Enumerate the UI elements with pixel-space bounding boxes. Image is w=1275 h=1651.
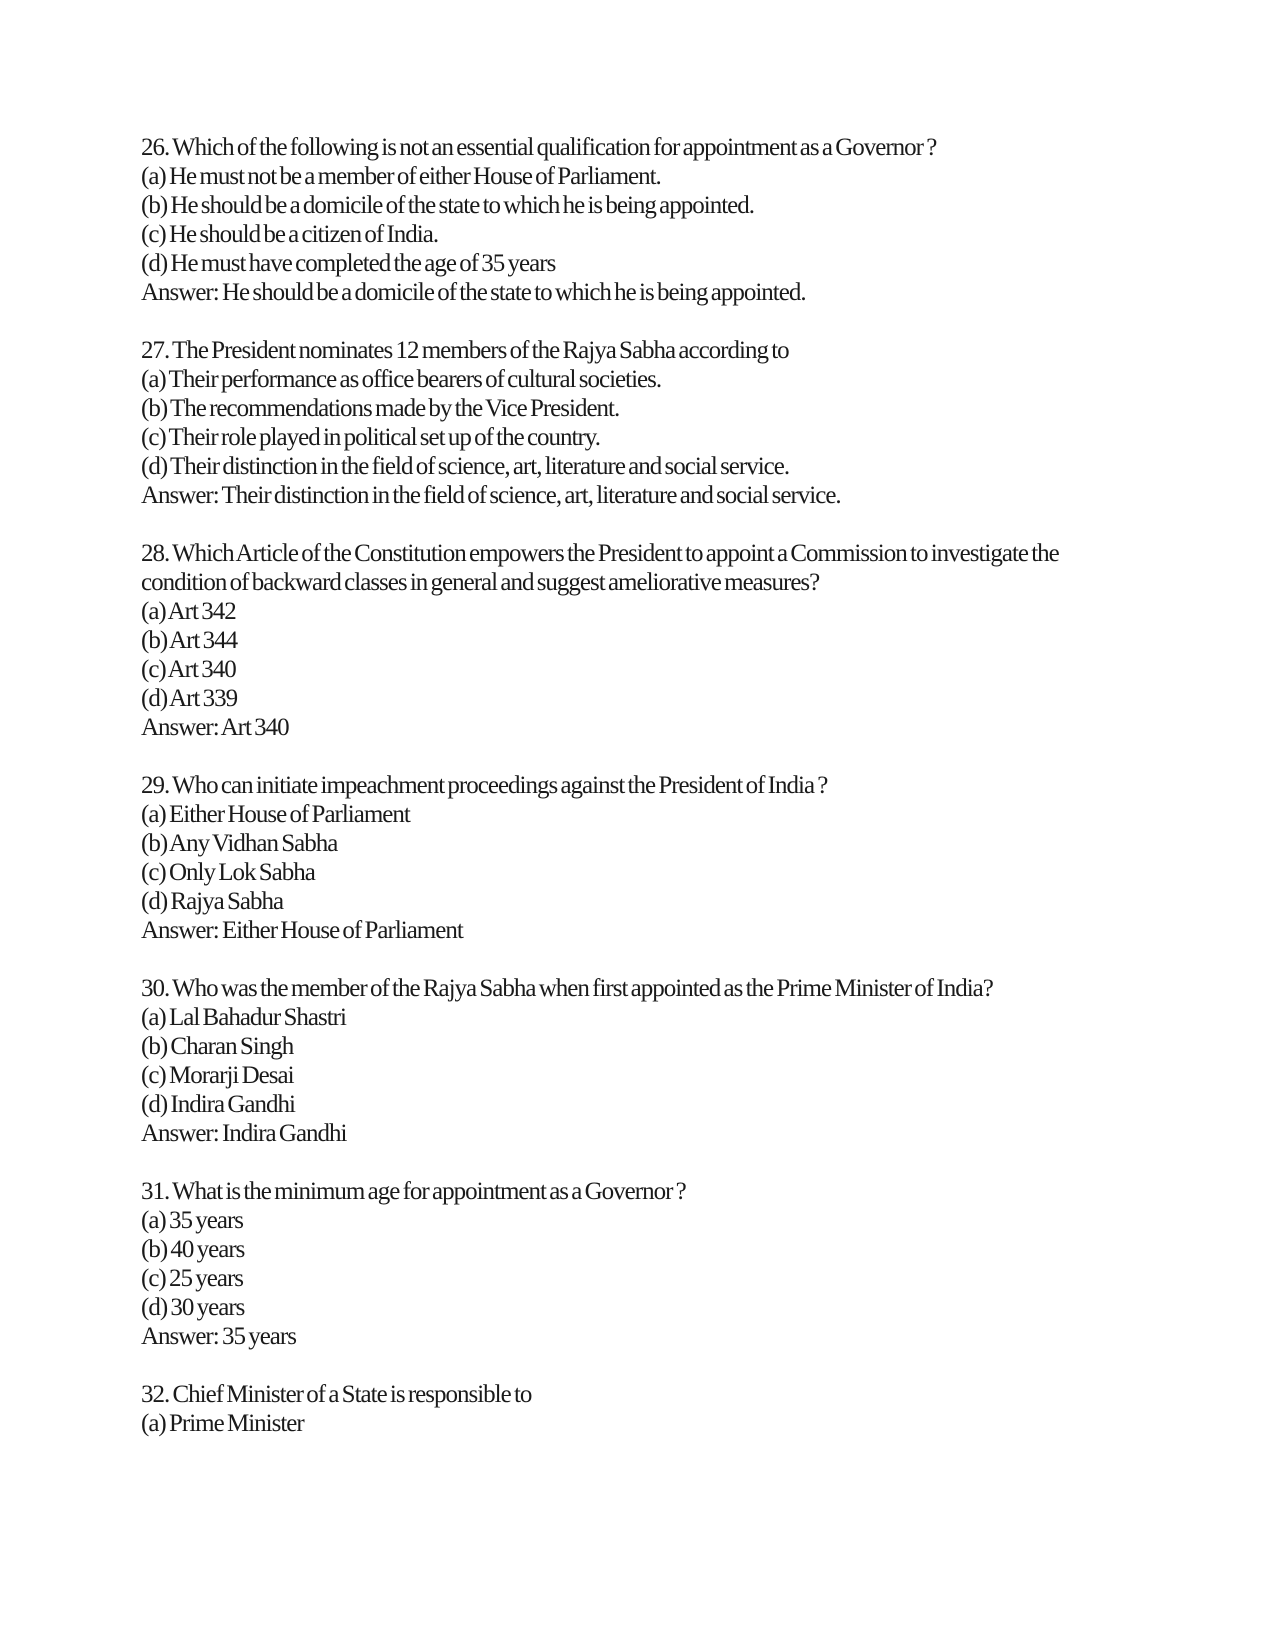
question-30 [141,974,1101,1148]
question-text: 30. Who was the member of the Rajya Sabha when first appointed as the Prime Minister of India? [141,975,993,1002]
option-line: (a) Either House of Parliament [141,801,410,828]
question-27 [141,336,1101,510]
options-list [141,597,1101,713]
option-line: (a) Lal Bahadur Shastri [141,1004,346,1031]
option-line: (b) Art 344 [141,627,238,654]
answer-text: Answer: Either House of Parliament [141,917,463,944]
option-line: (c) Their role played in political set up of the country. [141,424,600,451]
question-28 [141,539,1101,742]
answer-text: Answer: Their distinction in the field of science, art, literature and social service. [141,482,841,509]
question-text: 26. Which of the following is not an essential qualification for appointment as a Governor ? [141,134,937,161]
option-line: (d) He must have completed the age of 35 years [141,250,556,277]
question-text: 32. Chief Minister of a State is responsible to [141,1381,532,1408]
option-line: (a) He must not be a member of either House of Parliament. [141,163,661,190]
options-list [141,800,1101,916]
answer-text: Answer: Art 340 [141,714,289,741]
option-line: (c) 25 years [141,1265,243,1292]
option-line: (a) Their performance as office bearers of cultural societies. [141,366,662,393]
option-line: (a) Prime Minister [141,1410,304,1437]
question-text: 29. Who can initiate impeachment proceedings against the President of India ? [141,772,828,799]
option-line: (d) Indira Gandhi [141,1091,295,1118]
question-26 [141,133,1101,307]
answer-text: Answer: He should be a domicile of the state to which he is being appointed. [141,279,806,306]
option-line: (d) Art 339 [141,685,238,712]
option-line: (d) Their distinction in the field of science, art, literature and social service. [141,453,790,480]
option-line: (d) 30 years [141,1294,245,1321]
option-line: (b) The recommendations made by the Vice President. [141,395,620,422]
option-line: (a) Art 342 [141,598,236,625]
question-text: 31. What is the minimum age for appointment as a Governor ? [141,1178,686,1205]
options-list [141,1409,1101,1438]
option-line: (c) Only Lok Sabha [141,859,315,886]
options-list [141,1206,1101,1322]
options-list [141,365,1101,481]
questions-list [141,133,1101,1467]
option-line: (b) Any Vidhan Sabha [141,830,338,857]
question-32 [141,1380,1101,1438]
option-line: (a) 35 years [141,1207,243,1234]
answer-text: Answer: 35 years [141,1323,296,1350]
option-line: (d) Rajya Sabha [141,888,284,915]
option-line: (c) He should be a citizen of India. [141,221,439,248]
options-list [141,1003,1101,1119]
question-text: 27. The President nominates 12 members of the Rajya Sabha according to [141,337,789,364]
option-line: (b) 40 years [141,1236,245,1263]
question-31 [141,1177,1101,1351]
option-line: (c) Art 340 [141,656,236,683]
options-list [141,162,1101,278]
option-line: (b) He should be a domicile of the state to which he is being appointed. [141,192,755,219]
option-line: (c) Morarji Desai [141,1062,294,1089]
question-29 [141,771,1101,945]
question-text: 28. Which Article of the Constitution empowers the President to appoint a Commission to investigate the condition of backward classes in general and suggest ameliorative measures? [141,540,1059,596]
answer-text: Answer: Indira Gandhi [141,1120,347,1147]
option-line: (b) Charan Singh [141,1033,294,1060]
